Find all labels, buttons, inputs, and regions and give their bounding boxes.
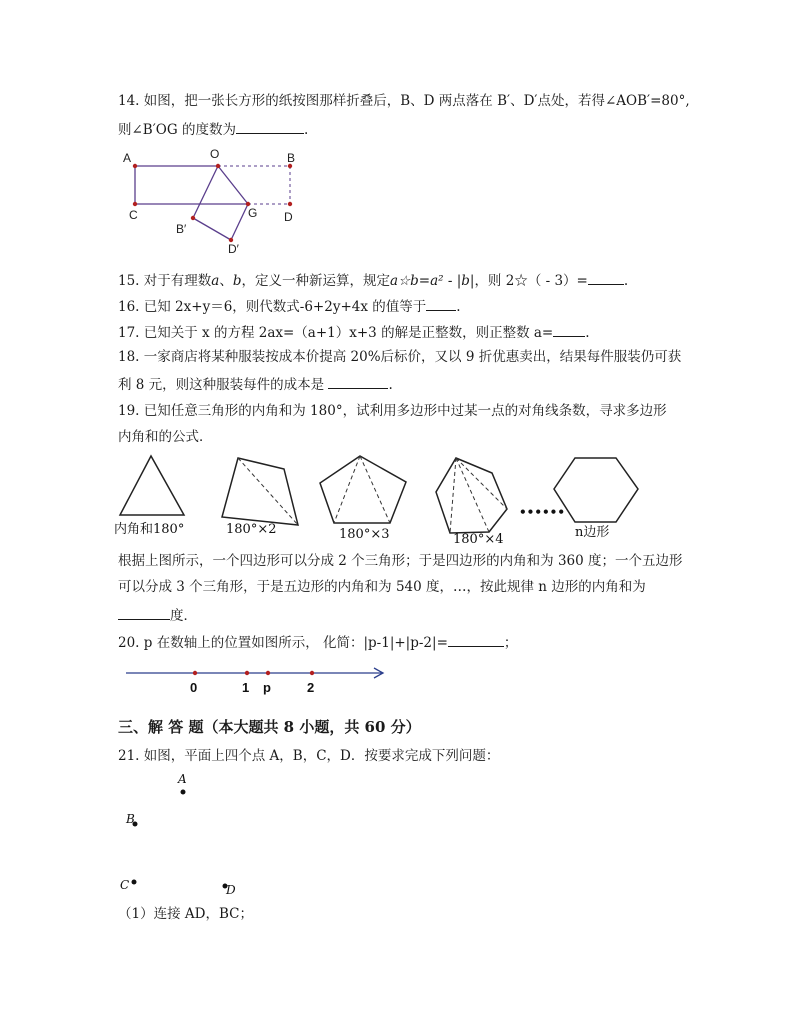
point-A-label: A [178,772,187,786]
tick-0 [193,671,197,675]
q19-polygons-figure [114,452,644,547]
q17-text: 17. 已知关于 x 的方程 2ax=（a+1）x+3 的解是正整数，则正整数 a= [118,325,554,341]
fold-edge-B'D' [193,218,231,240]
hex-diagonal-1 [456,458,507,509]
q18-line2 [118,374,393,394]
fold-edge-D'G [231,204,248,240]
point-D [288,202,292,206]
ngon-label: n边形 [575,525,610,540]
answer-blank-18[interactable] [328,374,388,389]
q18-text: 利 8 元，则这种服装每件的成本是 [118,377,325,393]
q15 [118,270,628,290]
label-G: G [248,206,258,220]
ellipsis-dots: •••••• [519,505,566,519]
label-Dp: D′ [228,242,239,256]
q19-line1: 19. 已知任意三角形的内角和为 180°，试利用多边形中过某一点的对角线条数，寻求多边形 [118,403,667,419]
tick-p [266,671,270,675]
answer-blank-15[interactable] [588,270,624,285]
point-B-label: B [126,812,135,826]
ngon-shape [554,458,638,522]
quadrilateral-shape [222,458,298,525]
hex-label: 180°×4 [453,532,504,547]
q15-formula: a☆b=a² - |b| [389,273,475,289]
q14-end: . [303,122,309,138]
hex-diagonal-3 [450,458,456,533]
q21-sub1: （1）连接 AD，BC； [118,906,253,922]
tick-label-1: 1 [242,680,250,695]
number-line [124,664,394,698]
q15-mid: ，定义一种新运算，规定 [241,273,390,289]
q19-para1: 根据上图所示，一个四边形可以分成 2 个三角形；于是四边形的内角和为 360 度；一个五边形 [118,553,683,569]
pent-label: 180°×3 [339,527,390,542]
answer-blank-20[interactable] [448,632,504,647]
section-heading: 三、解 答 题（本大题共 8 小题，共 60 分） [118,718,421,736]
q15-pre: 15. 对于有理数 [118,273,212,289]
point-C-label: C [120,878,130,892]
point-C [133,202,137,206]
answer-blank-14[interactable] [236,119,304,134]
q17-end: . [585,325,590,341]
q14-line2 [118,119,308,139]
q15-var-b: b [232,273,242,289]
q15-var-a: a [211,273,220,289]
q20-end: ； [503,635,518,651]
point-D-label: D [226,883,236,897]
q18-end: . [388,377,393,393]
q15-sep: 、 [219,273,233,289]
point-A [133,164,137,168]
q20-text: 20. p 在数轴上的位置如图所示， 化简：|p-1|+|p-2|= [118,635,448,651]
tick-label-0: 0 [190,680,198,695]
triangle-label: 内角和180° [114,522,185,537]
q19-para3-end: 度． [170,608,197,624]
hexagon-shape [436,458,507,533]
tick-label-2: 2 [307,680,315,695]
answer-blank-17[interactable] [553,322,585,337]
q15-end: . [623,273,629,289]
q16-text: 16. 已知 2x+y＝6，则代数式-6+2y+4x 的值等于 [118,299,427,315]
label-A: A [123,151,132,165]
triangle-shape [120,456,184,515]
tick-2 [310,671,314,675]
pentagon-shape [320,456,406,523]
q17 [118,322,590,342]
q14-line1: 14. 如图，把一张长方形的纸按图那样折叠后，B、D 两点落在 B′、D′点处，若得∠AOB′=80°, [118,93,690,109]
q19-para2: 可以分成 3 个三角形，于是五边形的内角和为 540 度，…，按此规律 n 边形的内角和为 [118,579,646,595]
q16-end: . [456,299,461,315]
q18-line1: 18. 一家商店将某种服装按成本价提高 20%后标价，又以 9 折优惠卖出，结果每件服装仍可获 [118,349,682,365]
q19-para3 [118,605,197,625]
q16 [118,296,461,316]
tick-1 [245,671,249,675]
answer-blank-16[interactable] [426,296,456,311]
q19-line2: 内角和的公式． [118,429,213,445]
point-O [216,164,220,168]
point-A-dot [181,790,186,795]
q21-points-figure [118,770,258,900]
label-B: B [287,151,296,165]
label-O: O [210,147,220,161]
point-Bp [191,216,195,220]
q15-tail: ，则 2☆（ - 3）= [474,273,588,289]
quad-label: 180°×2 [226,522,277,537]
pent-diagonal-1 [334,456,360,523]
q14-question: 则∠B′OG 的度数为 [118,122,236,138]
q14-fold-figure [120,145,320,255]
fold-edge-OB' [193,166,218,218]
label-D: D [284,210,293,224]
tick-label-p: p [263,680,271,695]
point-C-dot [132,880,137,885]
label-Bp: B′ [176,222,187,236]
pent-diagonal-2 [360,456,390,523]
label-C: C [129,208,138,222]
answer-blank-19[interactable] [118,605,170,620]
q21-text: 21. 如图，平面上四个点 A，B，C，D．按要求完成下列问题： [118,748,500,764]
fold-crease-OG [218,166,248,204]
q20 [118,632,517,652]
